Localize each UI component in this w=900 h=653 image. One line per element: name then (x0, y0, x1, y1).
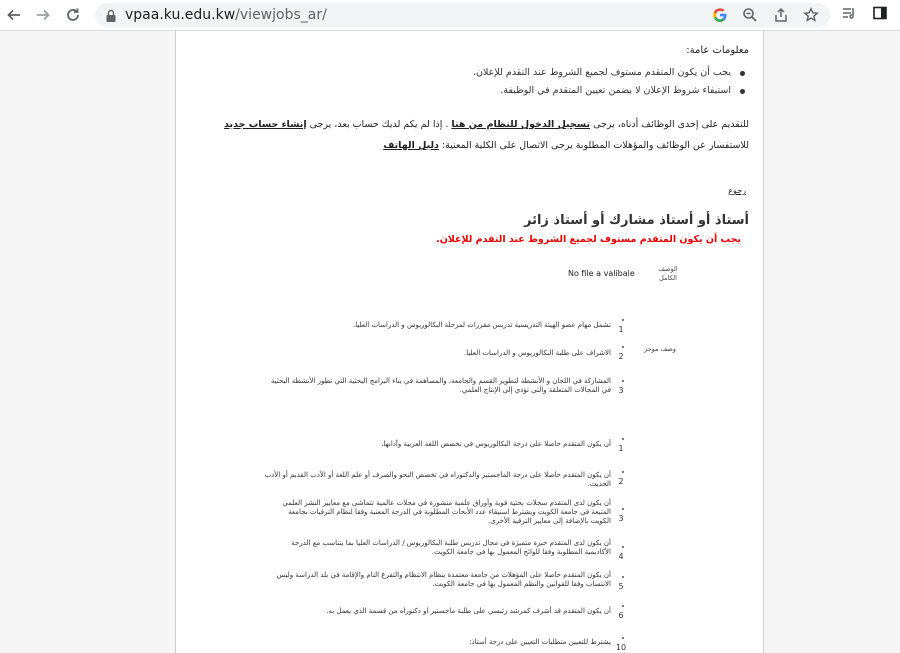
requirement-item: أن يكون لدى المتقدم سجلات بحثية قوية وأوراق علمية منشورة في مجلات عالمية تتماشى مع معايير النشر العلمي المتبعة في جامعة الكويت ويشترط استيفاء عدد الأبحاث المطلوبة في الدرجة المعنية وفقا لنظام الترقيات بجامعة الكويت بالإضافة إلى معايير الترقية الأخرى. (282, 499, 611, 525)
job-warning: يجب أن يكون المتقدم مستوف لجميع الشروط عند التقدم للإعلان. (436, 234, 741, 245)
item-number: 5 (618, 582, 624, 591)
google-icon[interactable] (711, 6, 729, 24)
url-path: /viewjobs_ar/ (235, 7, 327, 23)
lock-icon[interactable] (105, 8, 117, 27)
list-bullet (622, 546, 624, 548)
item-number: 1 (618, 325, 624, 334)
browser-toolbar (0, 0, 900, 31)
job-title: أستاذ أو أستاذ مشارك أو أستاذ زائر (524, 213, 749, 228)
inquiry-line (383, 140, 749, 151)
full-description-label: الوصف الكامل (658, 265, 678, 282)
requirement-item: أن يكون المتقدم حاصلا على درجة الماجستير والدكتوراه في تخصص النحو والصرف أو علم اللغة أو الأدب القديم أو الأدب الحديث. (264, 471, 611, 488)
url-text[interactable] (125, 7, 327, 23)
item-number: 2 (618, 477, 624, 486)
general-info-item: يجب أن يكون المتقدم مستوف لجميع الشروط عند التقدم للإعلان. (189, 64, 749, 82)
inquiry-text: للاستفسار عن الوظائف والمؤهلات المطلوبة يرجى الاتصال على الكلية المعنية: (441, 140, 749, 151)
duty-item: المشاركة في اللجان و الأنشطة لتطوير القسم والجامعة، والمساهمة في بناء البرامج البحثية التي تطور الأنشطة البحثية في المجالات المتعلقة والتي تؤدي إلى الإنتاج العلمي. (270, 377, 611, 394)
side-panel-icon[interactable] (871, 4, 889, 22)
item-number: 2 (618, 352, 624, 361)
list-bullet (622, 576, 624, 578)
back-arrow-icon[interactable] (3, 4, 25, 26)
brief-description-label: وصف موجز (644, 345, 676, 353)
list-bullet (622, 605, 624, 607)
bookmark-star-icon[interactable] (802, 6, 820, 24)
zoom-icon[interactable] (741, 6, 759, 24)
list-bullet (622, 471, 624, 473)
requirement-item: أن يكون لدى المتقدم خبرة متميزة في مجال تدريس طلبة البكالوريوس / الدراسات العليا بما يتناسب مع الدرجة الأكاديمية المطلوبة وفقا للوائح المعمول بها في جامعة الكويت. (291, 539, 611, 556)
login-link[interactable]: تسجيل الدخول للنظام من هنا (451, 119, 591, 130)
list-bullet (622, 438, 624, 440)
forward-arrow-icon[interactable] (32, 4, 54, 26)
item-number: 3 (618, 386, 624, 395)
create-account-link[interactable]: إنشاء حساب جديد (224, 119, 307, 130)
duty-item: الاشراف على طلبة البكالوريوس و الدراسات العليا. (463, 349, 611, 357)
reading-list-icon[interactable] (840, 4, 858, 22)
item-number: 3 (618, 514, 624, 523)
item-number: 4 (618, 552, 624, 561)
back-link[interactable]: رجوع (728, 186, 746, 195)
url-host: vpaa.ku.edu.kw (125, 7, 236, 23)
item-number: 6 (618, 611, 624, 620)
duty-item: تشمل مهام عضو الهيئة التدريسية تدريس مقررات لمرحلة البكالوريوس و الدراسات العليا. (352, 321, 611, 329)
share-icon[interactable] (772, 6, 790, 24)
general-info-list (189, 64, 749, 100)
item-number: 10 (615, 643, 627, 652)
general-info-item: استيفاء شروط الإعلان لا يضمن تعيين المتقدم في الوظيفة. (189, 82, 749, 100)
reload-icon[interactable] (62, 4, 84, 26)
apply-text-2: . إذا لم يكم لديك حساب بعد، يرجى (309, 119, 449, 130)
item-number: 1 (618, 444, 624, 453)
requirement-item: يشترط للتعيين متطلبات التعيين على درجة أستاذ: (469, 638, 611, 646)
apply-instructions (224, 119, 749, 130)
phone-guide-link[interactable]: دليل الهاتف (383, 140, 439, 151)
list-bullet (622, 637, 624, 639)
list-bullet (622, 380, 624, 382)
requirement-item: أن يكون المتقدم قد أشرف كمرشد رئيسي على طلبة ماجستير او دكتوراه من قسمة الذي يعمل به. (326, 607, 611, 615)
page-content (175, 31, 764, 653)
requirement-item: أن يكون المتقدم حاصلا على درجة البكالوريوس في تخصص اللغة العربية وآدابها. (381, 440, 611, 448)
address-bar[interactable] (95, 3, 830, 27)
general-info-title: معلومات عامة: (686, 45, 749, 56)
list-bullet (622, 346, 624, 348)
requirement-item: أن يكون المتقدم حاصلا على المؤهلات من جامعة معتمدة بنظام الانتظام والتفرغ التام والإقامة في بلد الدراسة وليس الانتساب وفقا للقوانين والنظم المعمول بها في جامعة الكويت. (276, 571, 611, 588)
apply-text: للتقديم على إحدى الوظائف أدناه، يرجى (593, 119, 749, 130)
list-bullet (622, 508, 624, 510)
no-file-text: No file a valibale (568, 269, 635, 278)
list-bullet (622, 319, 624, 321)
